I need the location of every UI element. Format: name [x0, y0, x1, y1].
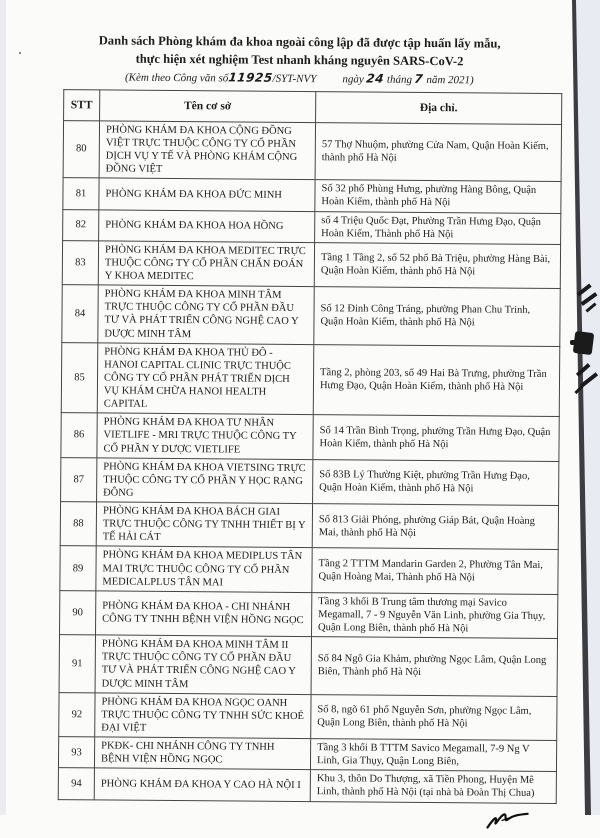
stt-cell: 87	[61, 457, 97, 502]
address-cell: Số 14 Trần Bình Trọng, phường Trần Hưng Đạo, Quận Hoàn Kiếm, thành phố Hà Nội	[313, 415, 559, 461]
table-row	[63, 209, 561, 244]
stt-cell: 85	[61, 342, 98, 413]
subtitle-day-label: ngày	[342, 73, 363, 85]
table-row	[60, 546, 558, 594]
stt-cell: 80	[63, 120, 99, 178]
name-cell: PHÒNG KHÁM ĐA KHOA MEDIPLUS TÂN MAI TRỰC THUỘC CÔNG TY CỔ PHẦN MEDICALPLUS TÂN MAI	[96, 546, 312, 592]
document-title-line2: thực hiện xét nghiệm Test nhanh kháng nguyên SARS-CoV-2	[39, 50, 559, 72]
name-cell: PHÒNG KHÁM ĐA KHOA Y CAO HÀ NỘI I	[94, 768, 310, 801]
stt-cell: 81	[63, 178, 99, 210]
name-cell: PHÒNG KHÁM ĐA KHOA NGỌC OANH TRỰC THUỘC CÔNG TY TNHH SỨC KHOẺ ĐẠI VIỆT	[95, 693, 311, 739]
name-cell: PHÒNG KHÁM ĐA KHOA ĐỨC MINH	[99, 178, 315, 211]
stt-cell: 91	[59, 635, 95, 693]
address-cell: Tầng 1 Tầng 2, số 52 phố Bà Triệu, phường Hàng Bài, Quận Hoàn Kiếm, thành phố Hà Nội	[314, 242, 560, 288]
name-cell: PHÒNG KHÁM ĐA KHOA HOA HỒNG	[99, 209, 315, 242]
address-cell: Số 12 Đinh Công Tráng, phường Phan Chu Trinh, Quận Hoàn Kiếm, thành phố Hà Nội	[314, 287, 560, 346]
name-cell: PHÒNG KHÁM ĐA KHOA MINH TÂM II TRỰC THUỘC CÔNG TY CỔ PHẦN ĐẦU TƯ VÀ PHÁT TRIỂN CÔNG NGHỆ CAO Y DƯỢC MINH TÂM	[95, 635, 311, 694]
document-header	[39, 32, 559, 87]
header-dia-chi: Địa chỉ.	[316, 91, 562, 124]
table-row	[59, 692, 557, 740]
table-row	[58, 737, 556, 772]
header-ten-co-so: Tên cơ sở	[100, 90, 316, 123]
table-row	[60, 502, 558, 550]
document-subtitle	[39, 69, 559, 87]
name-cell: PKĐK- CHI NHÁNH CÔNG TY TNHH BỆNH VIỆN HỒNG NGỌC	[94, 737, 310, 770]
subtitle-number-suffix: /SYT-NVY	[272, 73, 316, 85]
subtitle-prefix: (Kèm theo Công văn số	[125, 71, 228, 84]
stt-cell: 92	[59, 692, 95, 737]
stt-cell: 86	[61, 413, 97, 458]
address-cell: Số 32 phố Phùng Hưng, phường Hàng Bông, Quận Hoàn Kiếm, thành phố Hà Nội	[315, 180, 561, 213]
stt-cell: 89	[60, 546, 96, 591]
handwritten-document-number: 11925	[228, 70, 274, 84]
table-row	[63, 120, 561, 181]
document-title-line1: Danh sách Phòng khám đa khoa ngoài công lập đã được tập huấn lấy mẫu,	[40, 32, 560, 54]
handwritten-day: 24	[366, 71, 385, 85]
stt-cell: 84	[62, 285, 98, 343]
name-cell: PHÒNG KHÁM ĐA KHOA TƯ NHÂN VIETLIFE - MRI TRỰC THUỘC CÔNG TY CỔ PHẦN Y DƯỢC VIETLIFE	[97, 413, 313, 459]
name-cell: PHÒNG KHÁM ĐA KHOA CỘNG ĐỒNG VIỆT TRỰC THUỘC CÔNG TY CỔ PHẦN DỊCH VỤ Y TẾ VÀ PHÒNG KHÁM CỘNG ĐỒNG VIỆT	[99, 121, 315, 180]
address-cell: Tầng 3 khối B TTTM Savico Megamall, 7-9 Ng V Linh, Gia Thụy, Quận Long Biên,	[310, 739, 556, 772]
signature-scribble	[481, 806, 533, 832]
ink-smudge	[570, 340, 576, 345]
clinic-table-body	[58, 120, 561, 803]
header-stt: STT	[64, 89, 100, 120]
handwritten-month: 7	[414, 72, 424, 86]
table-row	[61, 413, 559, 461]
clinic-table-header	[64, 89, 562, 124]
name-cell: PHÒNG KHÁM ĐA KHOA MEDITEC TRỰC THUỘC CÔNG TY CỔ PHẦN CHẨN ĐOÁN Y KHOA MEDITEC	[98, 241, 314, 287]
table-row	[63, 178, 561, 213]
address-cell: Tầng 3 khối B Trung tâm thương mại Savico Megamall, 7 - 9 Nguyễn Văn Linh, phường Gia Thụy, Quận Long Biên, thành phố Hà Nội	[311, 592, 557, 638]
address-cell: Số 84 Ngô Gia Khảm, phường Ngọc Lâm, Quận Long Biên, Thành phố Hà Nội	[311, 637, 557, 696]
stt-cell: 82	[63, 209, 99, 241]
name-cell: PHÒNG KHÁM ĐA KHOA BÁCH GIAI TRỰC THUỘC CÔNG TY TNHH THIẾT BỊ Y TẾ HẢI CÁT	[96, 502, 312, 548]
stt-cell: 88	[60, 502, 96, 547]
address-cell: số 4 Triệu Quốc Đạt, Phường Trần Hưng Đạo, Quận Hoàn Kiếm, Thành phố Hà Nội	[315, 211, 561, 244]
address-cell: Khu 3, thôn Do Thượng, xã Tiền Phong, Huyện Mê Linh, thành phố Hà Nội (tại nhà bà Đoàn Thị Chua)	[310, 770, 556, 803]
address-cell: 57 Thợ Nhuộm, phường Cửa Nam, Quận Hoàn Kiếm, thành phố Hà Nội	[315, 122, 561, 181]
table-row	[61, 342, 560, 417]
name-cell: PHÒNG KHÁM ĐA KHOA MINH TÂM TRỰC THUỘC CÔNG TY CỔ PHẦN ĐẦU TƯ VÀ PHÁT TRIỂN CÔNG NGHỆ CAO Y DƯỢC MINH TÂM	[98, 285, 314, 344]
table-row	[61, 457, 559, 505]
name-cell: PHÒNG KHÁM ĐA KHOA VIETSING TRỰC THUỘC CÔNG TY CỔ PHẦN Y HỌC RẠNG ĐÔNG	[97, 458, 313, 504]
address-cell: Số 813 Giải Phóng, phường Giáp Bát, Quận Hoàng Mai, thành phố Hà Nội	[312, 504, 558, 550]
stt-cell: 93	[58, 737, 94, 769]
subtitle-year: năm 2021)	[426, 74, 473, 86]
table-row	[62, 240, 560, 288]
address-cell: Tầng 2 TTTM Mandarin Garden 2, Phường Tân Mai, Quận Hoàng Mai, Thành phố Hà Nội	[312, 548, 558, 594]
header-row	[64, 89, 562, 124]
subtitle-month-label: tháng	[387, 73, 412, 85]
stt-cell: 94	[58, 768, 94, 800]
address-cell: Số 83B Lý Thường Kiệt, phường Trần Hưng Đạo, Quận Hoàn Kiếm, thành phố Hà Nội	[313, 459, 559, 505]
clinic-table	[58, 89, 563, 804]
stt-cell: 83	[62, 240, 98, 285]
table-row	[59, 635, 557, 696]
stt-cell: 90	[60, 590, 96, 635]
table-row	[60, 590, 558, 638]
name-cell: PHÒNG KHÁM ĐA KHOA - CHI NHÁNH CÔNG TY TNHH BỆNH VIỆN HỒNG NGỌC	[96, 591, 312, 637]
table-row	[62, 285, 560, 346]
table-row	[58, 768, 556, 803]
address-cell: Số 8, ngõ 61 phố Nguyễn Sơn, phường Ngọc Lâm, Quận Long Biên, thành phố Hà Nội	[311, 694, 557, 740]
name-cell: PHÒNG KHÁM ĐA KHOA THỦ ĐÔ - HANOI CAPITAL CLINIC TRỰC THUỘC CÔNG TY CỔ PHẦN PHÁT TRIỂN DỊCH VỤ KHÁM CHỮA HANOI HEALTH CAPITAL	[97, 343, 314, 415]
address-cell: Tầng 2, phòng 203, số 49 Hai Bà Trưng, phường Trần Hưng Đạo, Quận Hoàn Kiếm, thành phố Hà Nội	[313, 344, 560, 417]
